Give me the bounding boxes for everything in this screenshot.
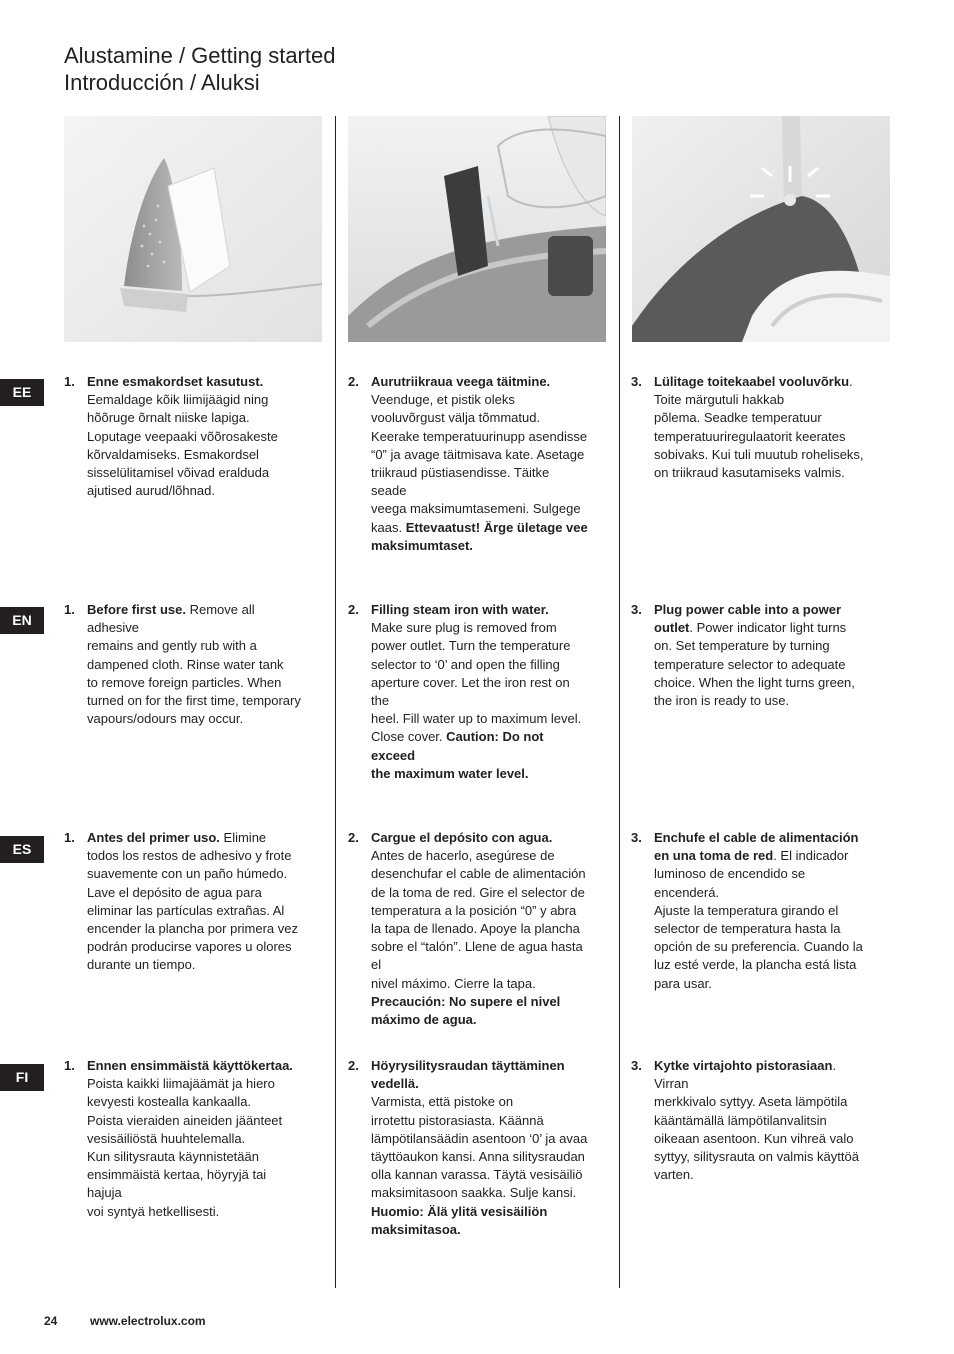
- step-en-3: 3. Plug power cable into a power outlet. Power indicator light turns on. Set temperature by turning temperature selector to adequate choice. When the light turns green, the iron is ready to use.: [631, 602, 855, 709]
- step-ee-3: 3. Lülitage toitekaabel vooluvõrku. Toite märgutuli hakkab põlema. Seadke temperatuur temperatuuriregulaatorit keerates sobivaks. Kui tuli muutub roheliseks, on triikraud kasutamiseks valmis.: [631, 374, 864, 481]
- photo-iron-with-cloth: [64, 116, 322, 342]
- lang-badge-fi: FI: [0, 1064, 44, 1091]
- step-es-3: 3. Enchufe el cable de alimentación en una toma de red. El indicador luminoso de encendido se encenderá. Ajuste la temperatura girando el selector de temperatura hasta la opción de su preferencia. Cuando la luz esté verde, la plancha está lista para usar.: [631, 830, 863, 991]
- step-ee-1: 1. Enne esmakordset kasutust. Eemaldage kõik liimijäägid ning hõõruge õrnalt niiske lapiga. Loputage veepaaki võõrosakeste kõrvaldamiseks. Esmakordsel sisselülitamisel võivad eralduda ajutised aurud/lõhnad.: [64, 374, 278, 499]
- step-es-1: 1. Antes del primer uso. Elimine todos los restos de adhesivo y frote suavemente con un paño húmedo. Lave el depósito de agua para eliminar las partículas extrañas. Al encender la plancha por primera vez podrán producirse vapores u olores durante un tiempo.: [64, 830, 299, 973]
- iron-with-cloth-icon: [64, 116, 322, 342]
- step-en-2: 2. Filling steam iron with water. Make sure plug is removed from power outlet. Turn the temperature selector to ‘0’ and open the filling aperture cover. Let the iron rest on the heel. Fill water up to maximum level. Close cover. Caution: Do not exceed the maximum water level.: [348, 602, 582, 781]
- step-en-1: 1. Before first use. Remove all adhesive remains and gently rub with a dampened cloth. Rinse water tank to remove foreign particles. When turned on for the first time, temporary vapours/odours may occur.: [64, 602, 301, 727]
- iron-power-light-icon: [632, 116, 890, 342]
- lang-badge-en: EN: [0, 607, 44, 634]
- photo-filling-iron: [348, 116, 606, 342]
- title-line-2: Introducción / Aluksi: [64, 70, 260, 95]
- page-number: 24: [44, 1314, 58, 1328]
- step-fi-3: 3. Kytke virtajohto pistorasiaan. Virran merkkivalo syttyy. Aseta lämpötila kääntämällä lämpötilanvalitsin oikeaan asentoon. Kun vihreä valo syttyy, silitysrauta on valmis käyttöä varten.: [631, 1058, 859, 1183]
- step-ee-2: 2. Aurutriikraua veega täitmine. Veenduge, et pistik oleks vooluvõrgust välja tõmmatud. Keerake temperatuurinupp asendisse “0” ja avage täitmisava kate. Asetage triikraud püstiasendisse. Täitke seade veega maksimumtasemeni. Sulgege kaas. Ettevaatust! Ärge ületage vee maksimumtaset.: [348, 374, 588, 553]
- page-title: [64, 42, 335, 96]
- title-line-1: Alustamine / Getting started: [64, 43, 336, 68]
- column-divider-2: [619, 116, 620, 1288]
- lang-badge-es: ES: [0, 836, 44, 863]
- step-fi-1: 1. Ennen ensimmäistä käyttökertaa. Poista kaikki liimajäämät ja hiero kevyesti kostealla kankaalla. Poista vieraiden aineiden jäänteet vesisäiliöstä huuhtelemalla. Kun silitysrauta käynnistetään ensimmäistä kertaa, höyryjä tai hajuja voi syntyä hetkellisesti.: [64, 1058, 293, 1219]
- filling-iron-water-icon: [348, 116, 606, 342]
- website-link[interactable]: www.electrolux.com: [90, 1314, 206, 1328]
- column-divider-1: [335, 116, 336, 1288]
- step-es-2: 2. Cargue el depósito con agua. Antes de hacerlo, asegúrese de desenchufar el cable de alimentación de la toma de red. Gire el selector de temperatura a la posición “0” y abra la tapa de llenado. Apoye la plancha sobre el “talón”. Llene de agua hasta el nivel máximo. Cierre la tapa. Precaución: No supere el nivel máximo de agua.: [348, 830, 586, 1028]
- step-fi-2: 2. Höyrysilitysraudan täyttäminen vedellä. Varmista, että pistoke on irrotettu pistorasiasta. Käännä lämpötilansäädin asentoon ‘0’ ja avaa täyttöaukon kansi. Anna silitysraudan olla kannan varassa. Täytä vesisäiliö maksimitasoon saakka. Sulje kansi. Huomio: Älä ylitä vesisäiliön maksimitasoa.: [348, 1058, 588, 1237]
- lang-badge-ee: EE: [0, 379, 44, 406]
- photo-iron-power-light: [632, 116, 890, 342]
